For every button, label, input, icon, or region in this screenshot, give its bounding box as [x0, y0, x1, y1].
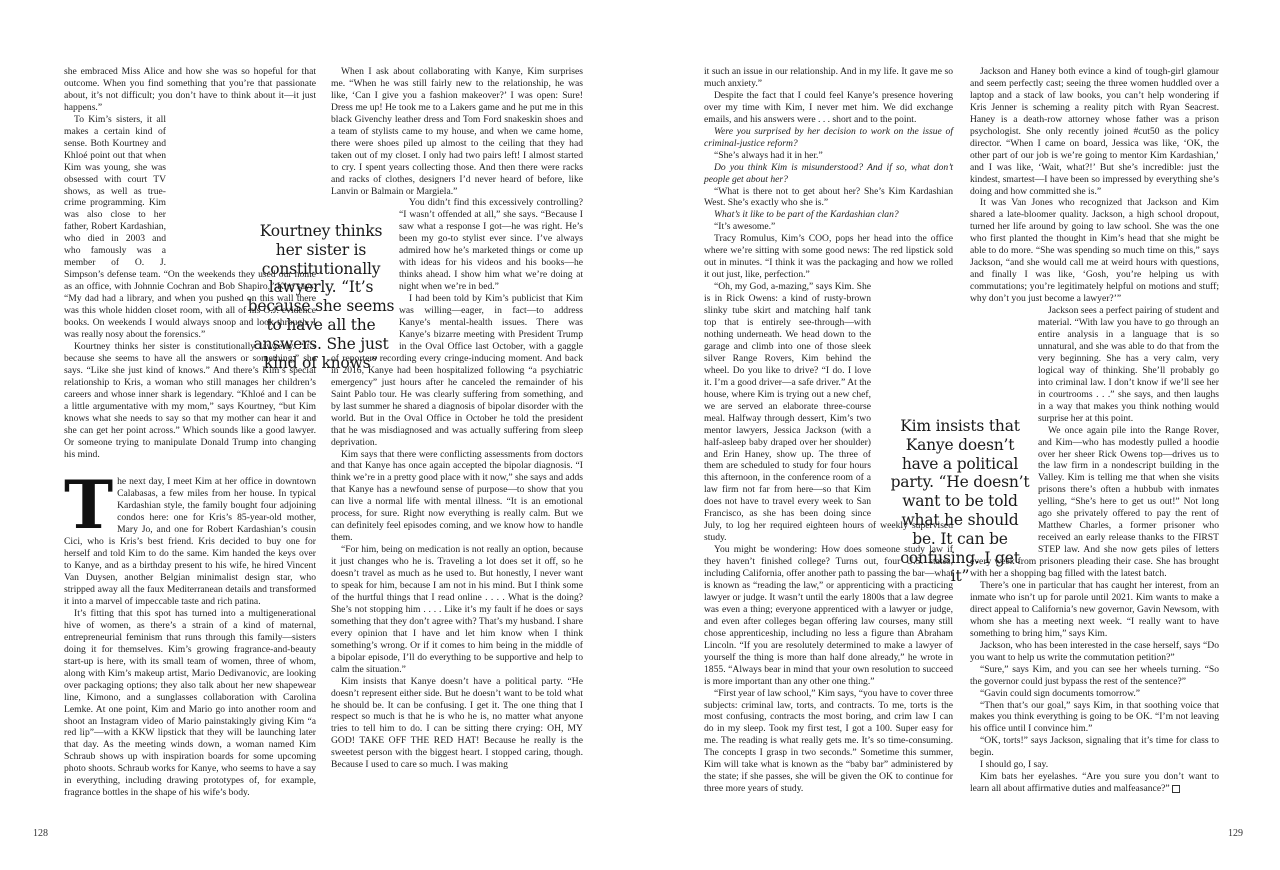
paragraph: To Kim’s sisters, it all makes a certain kind of sense. Both Kourtney and Khloé point out that when Kim was young, she was obsessed with court TV shows, as well as true-crime programming. Kim was also close to her father, Robert Kardashian, who died in 2003 and who famously was a member of O. J. Simpson’s defense team. “On the weekends they used our home as an office, with Johnnie Cochran and Bob Shapiro,” Kim says. “My dad had a library, and when you pushed on this wall there was this whole hidden closet room, with all of his O.J. evidence books. On weekends I would always snoop and look through. I was really nosy about the forensics.” [64, 113, 316, 340]
paragraph: There’s one in particular that has caught her interest, from an inmate who isn’t up for parole until 2021. Kim wants to make a direct appeal to California’s new governor, Gavin Newsom, with whom she has a meeting next week. “I really want to have something to bring him,” says Kim. [970, 579, 1219, 639]
paragraph: Kourtney thinks her sister is constitutionally lawyerly. “It’s because she seems to have all the answers or something,” she says. “Like she just kind of knows.” And there’s Kim’s special relationship to Kris, a woman who still manages her children’s careers and whose inner shark is legendary. “Khloé and I can be a little argumentative with my mom,” says Kourtney, “but Kim knows what she needs to say so that my mother can hear it and she can get her point across.” Which sounds like a good lawyer. Or someone trying to manipulate Donald Trump into changing his mind. [64, 340, 316, 460]
paragraph: Tracy Romulus, Kim’s COO, pops her head into the office where we’re sitting with some good news: The red lipstick sold out in minutes. “I think it was the packaging and how we rolled it out just, like, perfection.” [704, 233, 953, 281]
article-column-1 [64, 66, 316, 799]
paragraph: Kim says that there were conflicting assessments from doctors and that Kanye has once again accepted the bipolar diagnosis. “I think we’re in a pretty good place with it now,” she says and adds that Kanye has a newfound sense of purpose—to show that you can live a normal life with mental illness. “It is an emotional process, for sure. Right now everything is really calm. But we can definitely feel episodes coming, and we know how to handle them. [331, 448, 583, 544]
paragraph: “For him, being on medication is not really an option, because it just changes who he is. Traveling a lot does set it off, so he doesn’t travel as much as he used to. But honestly, I never want to speak for him, because I am not in his mind. But I think some of the hurtful things that I read online . . . . What is the doing? She’s not stopping him . . . . Like it’s my fault if he does or says something that they don’t agree with? That’s my husband. I share every opinion that I have and let him know when I think something’s wrong. Or if it comes to him being in the middle of a bipolar episode, I’ll do everything to be supportive and help to calm the situation.” [331, 544, 583, 675]
end-mark-icon [1172, 785, 1180, 793]
interview-answer: “What is there not to get about her? She’s Kim Kardashian West. She’s exactly who she is.” [704, 185, 953, 209]
paragraph: she embraced Miss Alice and how she was so hopeful for that outcome. When you find something that you’re that passionate about, it’s not difficult; you don’t have to think about it—it just happens.” [64, 66, 316, 113]
pull-quote-kanye: Kim insists that Kanye doesn’t have a political party. “He doesn’t want to be told what he should be. It can be confusing. I get it” [890, 417, 1030, 586]
pull-quote-kourtney: Kourtney thinks her sister is constitutionally lawyerly. “It’s because she seems to have all the answers. She just kind of knows” [247, 222, 395, 372]
paragraph: It’s fitting that this spot has turned into a multigenerational hive of women, as there’s a strain of a kind of maternal, entrepreneurial feminism that runs through this family—sisters doing it for themselves. Kim’s growing fragrance-and-beauty start-up is here, with its small team of women, three of whom, along with Kim’s makeup artist, Mario Dedivanovic, are looking over packaging options; they also talk about her new shapewear line, Kimono, and a sunglasses collaboration with Carolina Lemke. At one point, Kim and Mario go into another room and shoot an Instagram video of Mario painstakingly giving Kim “a red lip”—with a KKW lipstick that they will be launching later that day. As the meeting winds down, a woman named Kim Schraub shows up with inspiration boards for some upcoming photo shoots. Schraub works for Kanye, who seems to have a say in everything, including drawing prototypes of, for example, fragrance bottles in the shape of his wife’s body. [64, 607, 316, 799]
paragraph: You might be wondering: How does someone study law if they haven’t finished college? Turns out, four U.S. states, including California, offer another path to passing the bar—what is known as “reading the law,” or apprenticing with a practicing lawyer or judge. It wasn’t until the early 1800s that a law degree was even a thing; everyone apprenticed with a lawyer or judge, and even after colleges began offering law courses, many still chose apprenticeship, including no less a figure than Abraham Lincoln. “If you are resolutely determined to make a lawyer of yourself the thing is more than half done already,” he wrote in 1855. “Always bear in mind that your own resolution to succeed is more important than any other one thing.” [704, 544, 953, 687]
interview-answer: “It’s awesome.” [714, 221, 776, 233]
paragraph: Jackson sees a perfect pairing of student and material. “With law you have to go through an entire analysis in a language that is so unnatural, and she was able to do that from the very beginning. She has a very calm, very logical way of thinking. She’ll probably go into criminal law. I don’t know if we’ll see her in courtrooms . . .” she says, and then laughs in a way that makes you think nothing would surprise her at this point. [1038, 305, 1219, 424]
interview-question: Do you think Kim is misunderstood? And if so, what don’t people get about her? [704, 161, 953, 185]
paragraph: Kim bats her eyelashes. “Are you sure you don’t want to learn all about affirmative duties and malfeasance?” [970, 771, 1219, 795]
paragraph: “Oh, my God, a-mazing,” says Kim. She is in Rick Owens: a kind of rusty-brown slinky tube skirt and matching half tank top that is entirely see-through—with nothing underneath. We head down to the garage and climb into one of those sleek silver Range Rovers, Kim behind the wheel. Do you like to drive? “I do. I love it. I’m a good driver—a safe driver.” At the house, where Kim is trying out a new chef, we are served an elaborate three-course meal. Halfway through dessert, Kim’s two mentor lawyers, Jessica Jackson (with a half-asleep baby draped over her shoulder) and Erin Haney, show up. The three of them are scheduled to study for four hours this afternoon, in the conference room of a law firm not far from here—so that Kim does not have to travel every week to San Francisco, as she has been doing since July, to log her required eighteen hours of weekly supervised study. [704, 281, 953, 544]
paragraph: You didn’t find this excessively controlling? “I wasn’t offended at all,” she says. “Because I saw what a response I got—he was right. He’s been my go-to stylist ever since. I’ve always admired how he’s marketed things or come up with ideas for his videos and his books—he thinks ahead. I show him what we’re doing at night when we’re in bed.” [399, 197, 583, 293]
interview-answer: “She’s always had it in her.” [714, 149, 823, 161]
paragraph: “First year of law school,” Kim says, “you have to cover three subjects: criminal law, torts, and contracts. To me, torts is the most confusing, contracts the most boring, and crim law I can do in my sleep. Took my first test, I got a 100. Super easy for me. The reading is what really gets me. It’s so time-consuming. The concepts I grasp in two seconds.” Sometime this summer, Kim will take what is known as the “baby bar” administered by the state; if she passes, she will be given the OK to continue for three more years of study. [704, 687, 953, 795]
page-number-left: 128 [33, 828, 48, 839]
interview-question: Were you surprised by her decision to work on the issue of criminal-justice reform? [704, 125, 953, 149]
paragraph: “Gavin could sign documents tomorrow.” [980, 687, 1141, 699]
drop-cap: T [64, 466, 114, 545]
paragraph: I should go, I say. [980, 759, 1049, 771]
paragraph: When I ask about collaborating with Kanye, Kim surprises me. “When he was still fairly new to the relationship, he was like, ‘Can I give you a fashion makeover?’ I was open: Sure! Dress me up! He took me to a Lakers game and he put me in this black Givenchy leather dress and Tom Ford snakeskin shoes and a team of stylists came to my house, and when we came home, there were shoes piled up almost to the ceiling that they had taken out of my closet. I only had two pairs left! I almost started to cry. I spent years collecting those. And then there were racks and racks of clothes, designers I’d never heard of before, like Lanvin or Balmain or Margiela.” [331, 66, 583, 197]
paragraph: We once again pile into the Range Rover, and Kim—who has modestly pulled a hoodie over her sheer Rick Owens top—drives us to the law firm in a nondescript building in the Valley. Kim is telling me that when she visits prisons there’s often a hubbub with inmates yelling, “She’s here to get us out!” Not long ago she privately offered to pay the rent of Matthew Charles, a former prisoner who received an early release thanks to the FIRST STEP law. And she now gets piles of letters every week from prisoners pleading their case. She has brought with her a shopping bag filled with the latest batch. [970, 424, 1219, 580]
page-number-right: 129 [1228, 828, 1243, 839]
section-opening-paragraph: The next day, I meet Kim at her office in downtown Calabasas, a few miles from her house. In typical Kardashian style, the family bought four adjoining condos here: one for Kris’s 85-year-old mother, Mary Jo, and one for Robert Kardashian’s cousin Cici, who is Kris’s best friend. Kris decided to buy one for herself and told Kim to do the same. Kim handed the keys over to Kanye, and as a birthday present to his wife, he hired Vincent Van Duysen, another Belgian minimalist design star, who stripped away all the faux Mediterranean details and transformed it into a marvel of impeccable taste and rich patina. [64, 466, 316, 607]
paragraph: “OK, torts!” says Jackson, signaling that it’s time for class to begin. [970, 735, 1219, 759]
article-column-3 [704, 66, 953, 795]
paragraph: I had been told by Kim’s publicist that Kim was willing—eager, in fact—to address Kanye’s mental-health issues. There was Kanye’s bizarre meeting with President Trump in the Oval Office last October, with a gaggle of reporters recording every cringe-inducing moment. And back in 2016, Kanye had been hospitalized following “a psychiatric emergency” just hours after he canceled the remainder of his Saint Pablo tour. He was clearly suffering from something, and by last summer he shared a diagnosis of bipolar disorder with the world. But in the Oval Office in October he told the president that he was misdiagnosed and was actually suffering from sleep deprivation. [331, 293, 583, 448]
article-column-2 [331, 66, 583, 771]
article-column-4 [970, 66, 1219, 795]
paragraph: Despite the fact that I could feel Kanye’s presence hovering over my time with Kim, I never met him. We did exchange emails, and his answers were . . . short and to the point. [704, 89, 953, 125]
paragraph: “Sure,” says Kim, and you can see her wheels turning. “So the governor could just bypass the rest of the sentence?” [970, 663, 1219, 687]
paragraph: it such an issue in our relationship. And in my life. It gave me so much anxiety.” [704, 66, 953, 89]
paragraph: It was Van Jones who recognized that Jackson and Kim shared a late-bloomer quality. Jackson, a high school dropout, turned her life around by going to law school. She was the one who first planted the thought in Kim’s head that she might be able to do more. “She was spending so much time on this,” says Jackson, “and she would call me at weird hours with questions, and finally I was like, ‘Gosh, you’re helping us with commutations; you’re legitimately helpful on motions and stuff; why don’t you just become a lawyer?’” [970, 197, 1219, 305]
paragraph: Kim insists that Kanye doesn’t have a political party. “He doesn’t represent either side. But he doesn’t want to be told what he should be. It can be confusing. I get it. The one thing that I respect so much is that he is who he is, no matter what anyone tries to tell him to do. I can be sitting there crying: OH, MY GOD! TAKE OFF THE RED HAT! Because he really is the sweetest person with the biggest heart. I stopped caring, though. Because I used to care so much. I was making [331, 675, 583, 771]
paragraph: Jackson, who has been interested in the case herself, says “Do you want to help us write the commutation petition?” [970, 639, 1219, 663]
paragraph: “Then that’s our goal,” says Kim, in that soothing voice that makes you think everything is going to be OK. “I’m not leaving his office until I convince him.” [970, 699, 1219, 735]
interview-question: What’s it like to be part of the Kardashian clan? [714, 209, 899, 221]
paragraph: Jackson and Haney both evince a kind of tough-girl glamour and seem perfectly cast; seeing the three women huddled over a laptop and a stack of law books, you can’t help wondering if Kris Jenner is scheming a reality pitch with Ryan Seacrest. Haney is a death-row attorney whose father was a prison psychologist. She only recently joined #cut50 as the policy director. “When I came on board, Jessica was like, ‘OK, the other part of our job is we’re going to mentor Kim Kardashian,’ and I was like, ‘Wait, what?!’ But she’s incredible: just the kindest, smartest—I have been so impressed by everything she’s doing and how committed she is.” [970, 66, 1219, 197]
